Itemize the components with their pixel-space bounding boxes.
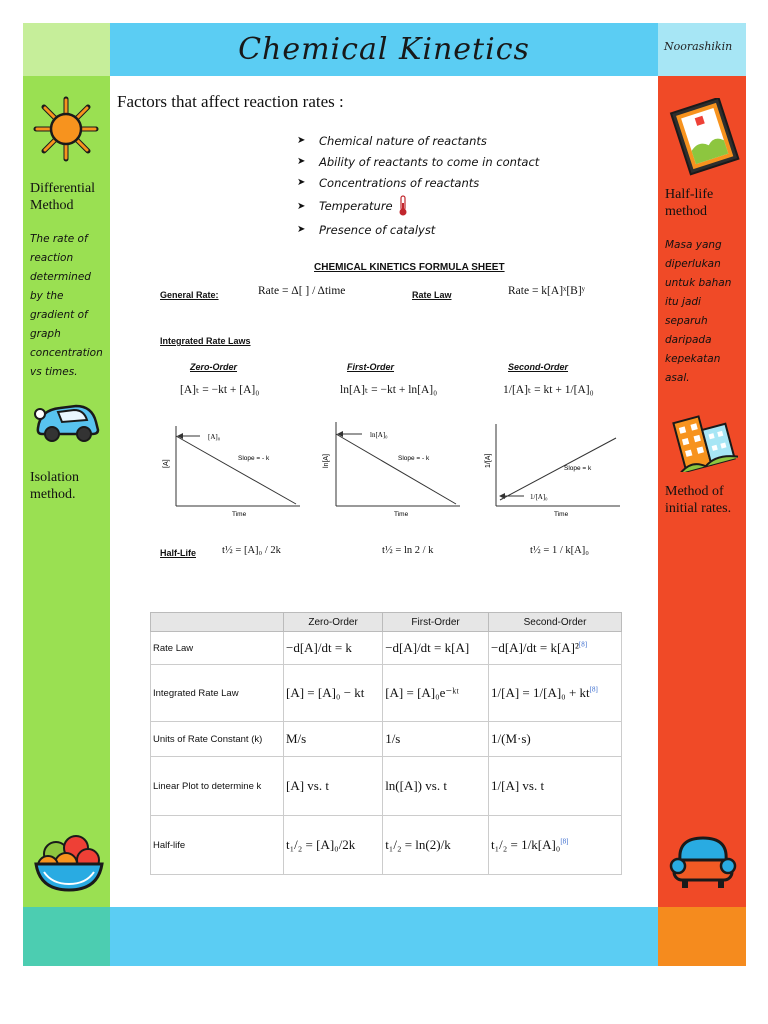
table-cell: 1/[A] vs. t bbox=[489, 757, 622, 816]
table-cell: t₁/₂ = ln(2)/k bbox=[383, 816, 489, 875]
zero-order-half-life: t½ = [A]₀ / 2k bbox=[222, 545, 281, 556]
second-order-graph bbox=[478, 420, 626, 520]
table-cell: [A] vs. t bbox=[284, 757, 383, 816]
row-header: Rate Law bbox=[151, 632, 284, 665]
thermometer-icon bbox=[397, 195, 409, 217]
y-axis-label: ln[A] bbox=[323, 453, 330, 468]
table-cell: −d[A]/dt = k[A] bbox=[383, 632, 489, 665]
table-row bbox=[151, 665, 622, 722]
y-axis-label: 1/[A] bbox=[485, 453, 492, 468]
rate-law-table bbox=[150, 612, 622, 875]
rate-law-label: Rate Law bbox=[412, 290, 452, 300]
corner-top-right bbox=[658, 23, 746, 76]
table-row bbox=[151, 632, 622, 665]
list-item: ➤ Presence of catalyst bbox=[297, 222, 436, 237]
window-picture-icon bbox=[668, 98, 742, 176]
arrow-bullet-icon: ➤ bbox=[297, 200, 306, 212]
arrow-bullet-icon: ➤ bbox=[297, 135, 306, 146]
table-cell: 1/s bbox=[383, 722, 489, 757]
corner-top-left bbox=[23, 23, 110, 76]
column-header bbox=[151, 613, 284, 632]
arrow-bullet-icon: ➤ bbox=[297, 177, 306, 188]
table-row bbox=[151, 757, 622, 816]
intercept-label: [A]₀ bbox=[208, 433, 221, 441]
table-cell: [A] = [A]₀e⁻ᵏᵗ bbox=[383, 665, 489, 722]
zero-order-equation: [A]ₜ = −kt + [A]₀ bbox=[180, 384, 260, 396]
sun-icon bbox=[33, 96, 99, 162]
table-cell: −d[A]/dt = k bbox=[284, 632, 383, 665]
x-axis-label: Time bbox=[394, 511, 409, 518]
zero-order-graph bbox=[158, 420, 306, 520]
isolation-method-title: Isolation method. bbox=[30, 470, 79, 502]
slope-label: Slope = k bbox=[564, 465, 592, 472]
differential-method-title: Differential Method bbox=[30, 181, 96, 213]
first-order-half-life: t½ = ln 2 / k bbox=[382, 545, 434, 556]
rate-law-equation: Rate = k[A]ˣ[B]ʸ bbox=[508, 285, 586, 297]
fruit-bowl-icon bbox=[32, 826, 106, 894]
column-header: Second-Order bbox=[489, 613, 622, 632]
first-order-graph bbox=[318, 420, 466, 520]
intercept-label: ln[A]₀ bbox=[370, 431, 388, 439]
list-item: ➤ Concentrations of reactants bbox=[297, 175, 480, 190]
factors-list bbox=[297, 130, 539, 240]
formula-sheet-title: CHEMICAL KINETICS FORMULA SHEET bbox=[314, 262, 505, 273]
general-rate-equation: Rate = Δ[ ] / Δtime bbox=[258, 285, 346, 297]
table-cell: −d[A]/dt = k[A]²[8] bbox=[489, 632, 622, 665]
corner-bottom-left bbox=[23, 907, 110, 966]
table-cell: 1/[A] = 1/[A]₀ + kt[8] bbox=[489, 665, 622, 722]
row-header: Integrated Rate Law bbox=[151, 665, 284, 722]
citation-link[interactable]: [8] bbox=[589, 685, 598, 694]
page-title: Chemical Kinetics bbox=[238, 32, 530, 67]
zero-order-label: Zero-Order bbox=[190, 362, 238, 372]
slope-label: Slope = - k bbox=[238, 455, 270, 462]
half-life-method-title: Half-life method bbox=[665, 187, 714, 219]
sofa-icon bbox=[668, 832, 738, 894]
table-cell: ln([A]) vs. t bbox=[383, 757, 489, 816]
table-cell: M/s bbox=[284, 722, 383, 757]
general-rate-label: General Rate: bbox=[160, 290, 219, 300]
list-item: ➤ Chemical nature of reactants bbox=[297, 133, 487, 148]
column-header: Zero-Order bbox=[284, 613, 383, 632]
table-cell: t₁/₂ = 1/k[A]₀[8] bbox=[489, 816, 622, 875]
x-axis-label: Time bbox=[554, 511, 569, 518]
column-header: First-Order bbox=[383, 613, 489, 632]
citation-link[interactable]: [8] bbox=[578, 640, 588, 649]
integrated-rate-laws-label: Integrated Rate Laws bbox=[160, 336, 251, 346]
table-header-row bbox=[151, 613, 622, 632]
arrow-bullet-icon: ➤ bbox=[297, 224, 306, 235]
second-order-equation: 1/[A]ₜ = kt + 1/[A]₀ bbox=[503, 384, 594, 396]
first-order-label: First-Order bbox=[347, 362, 395, 372]
second-order-half-life: t½ = 1 / k[A]₀ bbox=[530, 545, 589, 556]
x-axis-label: Time bbox=[232, 511, 247, 518]
arrow-bullet-icon: ➤ bbox=[297, 156, 306, 167]
table-cell: [A] = [A]₀ − kt bbox=[284, 665, 383, 722]
intercept-label: 1/[A]₀ bbox=[530, 493, 548, 501]
author-name: Noorashikin bbox=[664, 40, 733, 53]
initial-rates-method-title: Method of initial rates. bbox=[665, 484, 732, 516]
table-row bbox=[151, 816, 622, 875]
table-cell: 1/(M·s) bbox=[489, 722, 622, 757]
row-header: Half-life bbox=[151, 816, 284, 875]
car-icon bbox=[32, 398, 102, 443]
second-order-label: Second-Order bbox=[508, 362, 569, 372]
citation-link[interactable]: [8] bbox=[560, 837, 569, 846]
building-icon bbox=[668, 402, 738, 472]
y-axis-label: [A] bbox=[163, 459, 170, 468]
slope-label: Slope = - k bbox=[398, 455, 430, 462]
half-life-method-note: Masa yang diperlukan untuk bahan itu jadi separuh daripada kepekatan asal. bbox=[665, 239, 732, 384]
corner-bottom-right bbox=[658, 907, 746, 966]
factors-title: Factors that affect reaction rates : bbox=[117, 92, 344, 111]
row-header: Units of Rate Constant (k) bbox=[151, 722, 284, 757]
differential-method-note: The rate of reaction determined by the gradient of graph concentration vs times. bbox=[30, 233, 103, 378]
table-row bbox=[151, 722, 622, 757]
half-life-label: Half-Life bbox=[160, 548, 196, 558]
bottom-band bbox=[110, 907, 658, 966]
first-order-equation: ln[A]ₜ = −kt + ln[A]₀ bbox=[340, 384, 438, 396]
title-band bbox=[110, 23, 658, 76]
table-cell: t₁/₂ = [A]₀/2k bbox=[284, 816, 383, 875]
list-item: ➤ Ability of reactants to come in contact bbox=[297, 154, 540, 169]
row-header: Linear Plot to determine k bbox=[151, 757, 284, 816]
list-item: ➤ Temperature bbox=[297, 193, 539, 219]
